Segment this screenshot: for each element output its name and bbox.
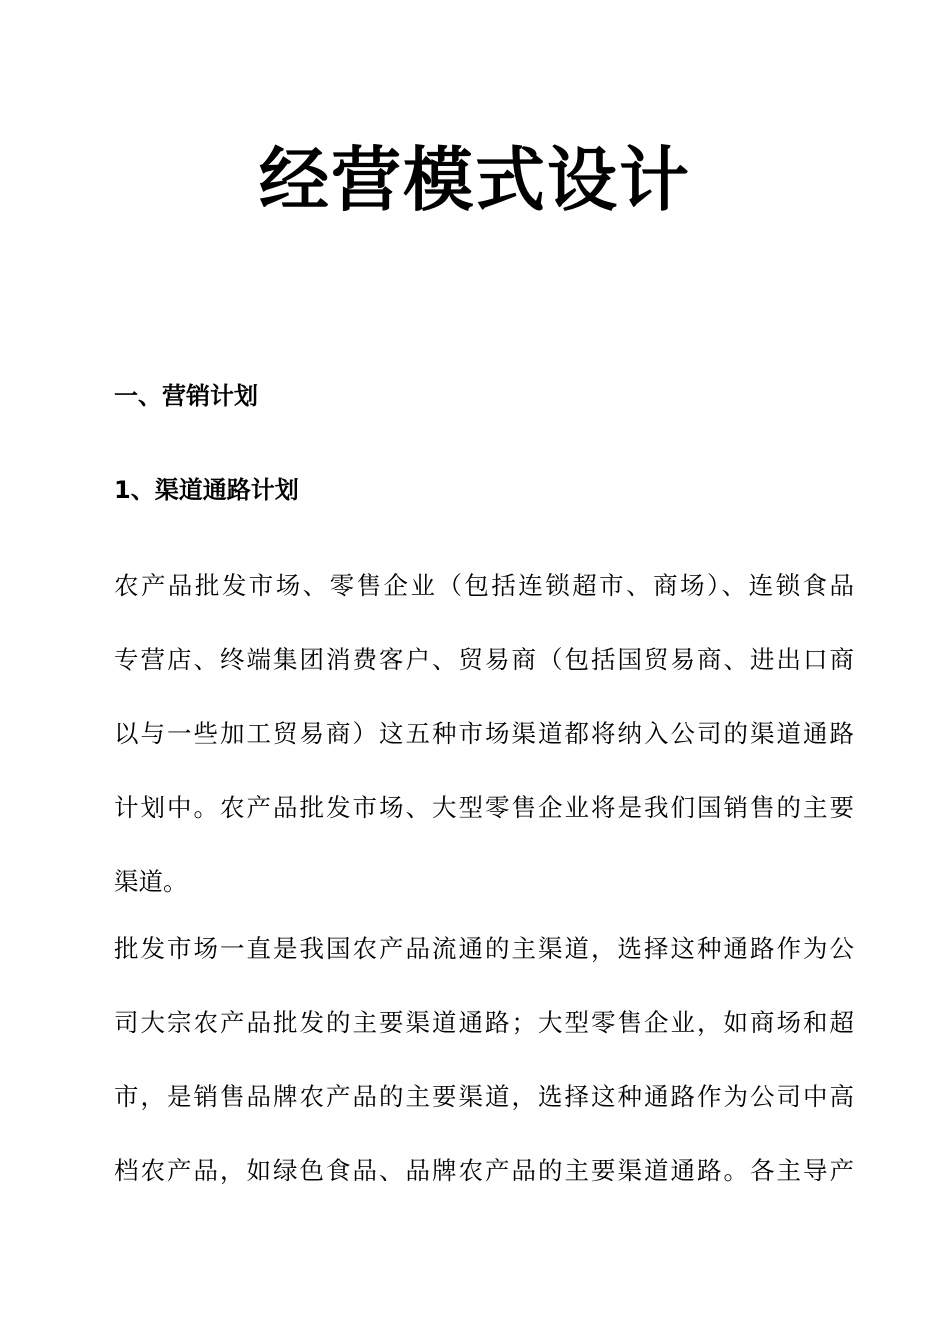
paragraph-line: 专营店、终端集团消费客户、贸易商（包括国贸易商、进出口商 xyxy=(114,645,854,674)
paragraph-line: 农产品批发市场、零售企业（包括连锁超市、商场）、连锁食品 xyxy=(114,571,854,600)
paragraph-line: 档农产品，如绿色食品、品牌农产品的主要渠道通路。各主导产 xyxy=(114,1156,854,1185)
paragraph-channels-overview xyxy=(114,568,854,938)
paragraph-line: 司大宗农产品批发的主要渠道通路；大型零售企业，如商场和超 xyxy=(114,1008,854,1037)
paragraph-line: 计划中。农产品批发市场、大型零售企业将是我们国销售的主要 xyxy=(114,793,854,822)
sub-heading: 1、渠道通路计划 xyxy=(114,476,299,504)
document-title: 经营模式设计 xyxy=(259,139,691,221)
section-heading: 一、营销计划 xyxy=(114,382,258,410)
paragraph-line: 渠道。 xyxy=(114,867,188,896)
paragraph-line: 批发市场一直是我国农产品流通的主渠道，选择这种通路作为公 xyxy=(114,934,854,963)
paragraph-line: 市，是销售品牌农产品的主要渠道，选择这种通路作为公司中高 xyxy=(114,1082,854,1111)
paragraph-line: 以与一些加工贸易商）这五种市场渠道都将纳入公司的渠道通路 xyxy=(114,719,854,748)
paragraph-main-channels xyxy=(114,931,854,1227)
